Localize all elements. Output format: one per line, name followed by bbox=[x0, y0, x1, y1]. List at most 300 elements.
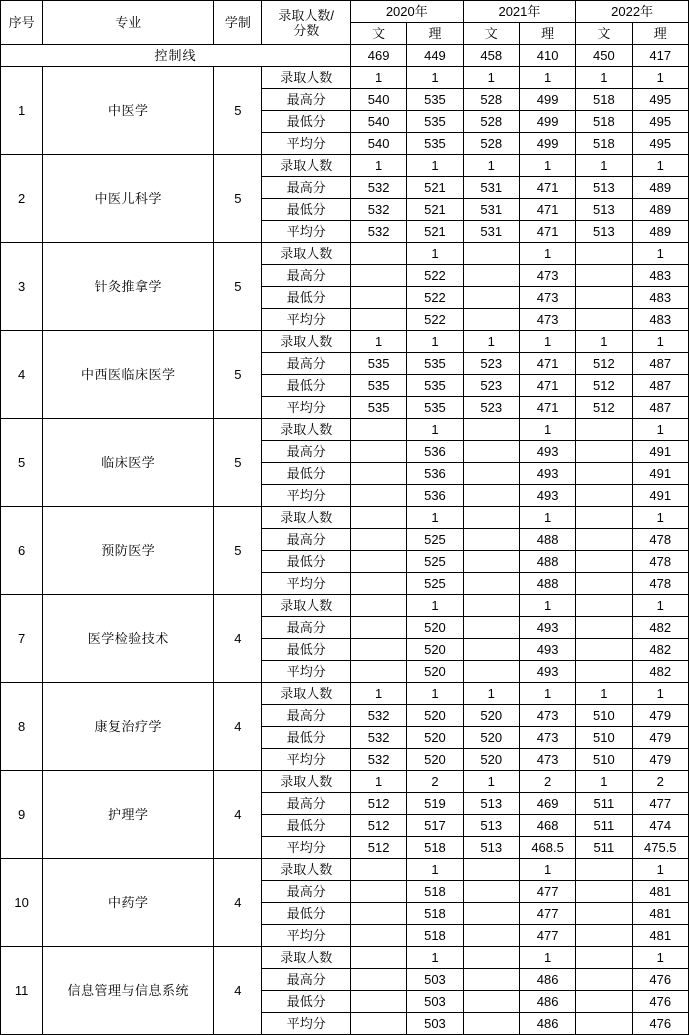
score-cell: 1 bbox=[350, 683, 406, 705]
control-line-label: 控制线 bbox=[1, 45, 351, 67]
score-cell: 520 bbox=[407, 727, 463, 749]
score-cell bbox=[463, 287, 519, 309]
score-cell: 518 bbox=[576, 133, 632, 155]
score-cell: 513 bbox=[576, 221, 632, 243]
row-seq: 8 bbox=[1, 683, 43, 771]
score-cell: 525 bbox=[407, 529, 463, 551]
table-body bbox=[1, 45, 689, 1035]
score-cell: 520 bbox=[407, 617, 463, 639]
score-cell: 489 bbox=[632, 221, 688, 243]
score-cell: 477 bbox=[519, 925, 575, 947]
score-cell: 471 bbox=[519, 221, 575, 243]
score-cell bbox=[350, 595, 406, 617]
score-cell: 473 bbox=[519, 309, 575, 331]
score-cell: 511 bbox=[576, 793, 632, 815]
score-cell: 520 bbox=[463, 749, 519, 771]
score-cell: 481 bbox=[632, 903, 688, 925]
row-item-label: 录取人数 bbox=[262, 243, 351, 265]
score-cell: 491 bbox=[632, 485, 688, 507]
control-line-value: 458 bbox=[463, 45, 519, 67]
score-cell bbox=[350, 551, 406, 573]
control-line-value: 469 bbox=[350, 45, 406, 67]
score-cell: 471 bbox=[519, 353, 575, 375]
row-item-label: 最低分 bbox=[262, 199, 351, 221]
score-cell: 1 bbox=[463, 683, 519, 705]
score-cell: 519 bbox=[407, 793, 463, 815]
header-year-2020: 2020年 bbox=[350, 1, 463, 23]
score-cell: 1 bbox=[632, 67, 688, 89]
table-header bbox=[1, 1, 689, 45]
score-cell bbox=[463, 529, 519, 551]
score-cell: 511 bbox=[576, 837, 632, 859]
score-cell bbox=[463, 485, 519, 507]
score-cell: 1 bbox=[519, 507, 575, 529]
score-cell: 512 bbox=[576, 375, 632, 397]
row-item-label: 录取人数 bbox=[262, 507, 351, 529]
score-cell: 493 bbox=[519, 441, 575, 463]
score-cell: 513 bbox=[576, 199, 632, 221]
row-item-label: 最高分 bbox=[262, 529, 351, 551]
score-cell: 512 bbox=[576, 397, 632, 419]
score-cell bbox=[463, 243, 519, 265]
score-cell bbox=[350, 639, 406, 661]
score-cell bbox=[350, 903, 406, 925]
row-length: 4 bbox=[214, 859, 262, 947]
score-cell: 1 bbox=[407, 67, 463, 89]
score-cell: 483 bbox=[632, 309, 688, 331]
score-cell bbox=[463, 595, 519, 617]
score-cell: 510 bbox=[576, 749, 632, 771]
score-cell: 532 bbox=[350, 727, 406, 749]
control-line-row bbox=[1, 45, 689, 67]
score-cell: 1 bbox=[576, 683, 632, 705]
score-cell bbox=[463, 265, 519, 287]
score-cell: 535 bbox=[407, 111, 463, 133]
score-cell: 468 bbox=[519, 815, 575, 837]
score-cell: 523 bbox=[463, 353, 519, 375]
score-cell: 483 bbox=[632, 287, 688, 309]
row-major: 预防医学 bbox=[43, 507, 214, 595]
row-item-label: 录取人数 bbox=[262, 331, 351, 353]
score-cell: 479 bbox=[632, 727, 688, 749]
score-cell: 495 bbox=[632, 111, 688, 133]
score-cell bbox=[576, 529, 632, 551]
row-item-label: 最高分 bbox=[262, 969, 351, 991]
row-major: 医学检验技术 bbox=[43, 595, 214, 683]
score-cell: 521 bbox=[407, 199, 463, 221]
header-subcol-3: 理 bbox=[519, 23, 575, 45]
score-cell: 476 bbox=[632, 969, 688, 991]
score-cell: 1 bbox=[519, 859, 575, 881]
score-cell: 489 bbox=[632, 177, 688, 199]
score-cell: 521 bbox=[407, 177, 463, 199]
row-length: 5 bbox=[214, 155, 262, 243]
score-cell: 1 bbox=[463, 331, 519, 353]
row-length: 5 bbox=[214, 331, 262, 419]
row-item-label: 最低分 bbox=[262, 727, 351, 749]
score-cell bbox=[350, 419, 406, 441]
row-item-label: 最高分 bbox=[262, 265, 351, 287]
row-item-label: 最高分 bbox=[262, 441, 351, 463]
score-cell: 535 bbox=[350, 375, 406, 397]
row-seq: 2 bbox=[1, 155, 43, 243]
score-cell: 512 bbox=[350, 837, 406, 859]
score-cell: 517 bbox=[407, 815, 463, 837]
score-cell bbox=[463, 463, 519, 485]
score-cell: 478 bbox=[632, 529, 688, 551]
row-item-label: 录取人数 bbox=[262, 155, 351, 177]
score-cell: 1 bbox=[350, 771, 406, 793]
score-cell: 1 bbox=[632, 595, 688, 617]
score-cell: 487 bbox=[632, 353, 688, 375]
table-row bbox=[1, 507, 689, 529]
score-cell: 488 bbox=[519, 529, 575, 551]
score-cell: 521 bbox=[407, 221, 463, 243]
score-cell: 475.5 bbox=[632, 837, 688, 859]
score-cell: 1 bbox=[407, 331, 463, 353]
control-line-value: 450 bbox=[576, 45, 632, 67]
score-cell: 477 bbox=[632, 793, 688, 815]
header-year-2022: 2022年 bbox=[576, 1, 689, 23]
score-cell: 512 bbox=[350, 815, 406, 837]
row-major: 康复治疗学 bbox=[43, 683, 214, 771]
row-item-label: 最高分 bbox=[262, 881, 351, 903]
score-cell: 513 bbox=[463, 793, 519, 815]
score-cell bbox=[463, 419, 519, 441]
score-cell bbox=[463, 1013, 519, 1035]
score-cell: 523 bbox=[463, 397, 519, 419]
score-cell bbox=[576, 881, 632, 903]
score-cell bbox=[350, 485, 406, 507]
score-cell: 536 bbox=[407, 463, 463, 485]
row-seq: 9 bbox=[1, 771, 43, 859]
score-cell: 523 bbox=[463, 375, 519, 397]
score-cell: 477 bbox=[519, 903, 575, 925]
score-cell bbox=[350, 573, 406, 595]
score-cell: 520 bbox=[407, 705, 463, 727]
row-item-label: 最高分 bbox=[262, 353, 351, 375]
score-cell bbox=[350, 661, 406, 683]
score-cell: 499 bbox=[519, 133, 575, 155]
score-cell: 513 bbox=[463, 837, 519, 859]
header-year-2021: 2021年 bbox=[463, 1, 576, 23]
header-item bbox=[262, 1, 351, 45]
score-cell: 520 bbox=[463, 705, 519, 727]
score-cell: 532 bbox=[350, 749, 406, 771]
row-item-label: 平均分 bbox=[262, 485, 351, 507]
score-cell bbox=[576, 617, 632, 639]
score-cell: 503 bbox=[407, 991, 463, 1013]
score-cell: 1 bbox=[407, 419, 463, 441]
score-cell: 1 bbox=[463, 67, 519, 89]
score-cell: 471 bbox=[519, 397, 575, 419]
score-cell bbox=[576, 595, 632, 617]
row-item-label: 最低分 bbox=[262, 375, 351, 397]
score-cell: 540 bbox=[350, 133, 406, 155]
row-seq: 3 bbox=[1, 243, 43, 331]
score-cell: 503 bbox=[407, 969, 463, 991]
row-item-label: 录取人数 bbox=[262, 683, 351, 705]
row-seq: 6 bbox=[1, 507, 43, 595]
row-seq: 4 bbox=[1, 331, 43, 419]
row-item-label: 平均分 bbox=[262, 221, 351, 243]
row-length: 4 bbox=[214, 947, 262, 1035]
score-cell: 536 bbox=[407, 485, 463, 507]
score-cell: 1 bbox=[519, 683, 575, 705]
table-row bbox=[1, 419, 689, 441]
score-cell: 473 bbox=[519, 705, 575, 727]
row-seq: 11 bbox=[1, 947, 43, 1035]
score-cell: 535 bbox=[350, 353, 406, 375]
score-cell: 535 bbox=[407, 353, 463, 375]
row-item-label: 录取人数 bbox=[262, 595, 351, 617]
score-cell: 518 bbox=[407, 903, 463, 925]
score-cell bbox=[463, 859, 519, 881]
score-cell: 1 bbox=[407, 859, 463, 881]
score-cell: 1 bbox=[519, 595, 575, 617]
score-cell: 487 bbox=[632, 375, 688, 397]
score-cell bbox=[576, 859, 632, 881]
row-item-label: 最低分 bbox=[262, 903, 351, 925]
row-length: 4 bbox=[214, 771, 262, 859]
score-cell: 522 bbox=[407, 287, 463, 309]
score-cell: 469 bbox=[519, 793, 575, 815]
score-cell: 493 bbox=[519, 617, 575, 639]
score-cell: 531 bbox=[463, 177, 519, 199]
header-length: 学制 bbox=[214, 1, 262, 45]
score-cell bbox=[576, 925, 632, 947]
score-cell: 479 bbox=[632, 749, 688, 771]
score-cell bbox=[463, 661, 519, 683]
score-cell: 540 bbox=[350, 111, 406, 133]
row-length: 4 bbox=[214, 595, 262, 683]
score-cell: 525 bbox=[407, 551, 463, 573]
score-cell: 1 bbox=[632, 243, 688, 265]
score-cell bbox=[350, 969, 406, 991]
table-row bbox=[1, 331, 689, 353]
score-cell: 511 bbox=[576, 815, 632, 837]
table-row bbox=[1, 683, 689, 705]
score-cell: 499 bbox=[519, 111, 575, 133]
control-line-value: 417 bbox=[632, 45, 688, 67]
score-cell: 1 bbox=[463, 155, 519, 177]
score-cell: 525 bbox=[407, 573, 463, 595]
score-cell: 528 bbox=[463, 133, 519, 155]
score-cell bbox=[350, 617, 406, 639]
score-cell: 468.5 bbox=[519, 837, 575, 859]
score-cell bbox=[463, 903, 519, 925]
score-cell bbox=[463, 881, 519, 903]
score-cell: 510 bbox=[576, 705, 632, 727]
score-cell: 1 bbox=[407, 947, 463, 969]
score-cell bbox=[576, 309, 632, 331]
score-cell: 512 bbox=[576, 353, 632, 375]
score-cell bbox=[576, 507, 632, 529]
score-cell bbox=[576, 947, 632, 969]
score-cell: 1 bbox=[632, 507, 688, 529]
row-item-label: 最低分 bbox=[262, 463, 351, 485]
score-cell bbox=[463, 617, 519, 639]
row-seq: 5 bbox=[1, 419, 43, 507]
score-cell: 510 bbox=[576, 727, 632, 749]
table-row bbox=[1, 155, 689, 177]
score-cell bbox=[350, 463, 406, 485]
score-cell: 495 bbox=[632, 89, 688, 111]
table-row bbox=[1, 947, 689, 969]
score-cell: 512 bbox=[350, 793, 406, 815]
row-seq: 10 bbox=[1, 859, 43, 947]
score-cell: 1 bbox=[632, 331, 688, 353]
row-item-label: 平均分 bbox=[262, 925, 351, 947]
score-cell: 471 bbox=[519, 199, 575, 221]
score-cell bbox=[350, 925, 406, 947]
row-item-label: 最高分 bbox=[262, 793, 351, 815]
table-row bbox=[1, 859, 689, 881]
score-cell bbox=[463, 573, 519, 595]
score-cell: 535 bbox=[407, 375, 463, 397]
score-cell bbox=[576, 969, 632, 991]
row-major: 临床医学 bbox=[43, 419, 214, 507]
header-subcol-0: 文 bbox=[350, 23, 406, 45]
header-item-line1: 录取人数/ bbox=[278, 7, 335, 23]
score-cell: 1 bbox=[407, 243, 463, 265]
score-cell: 493 bbox=[519, 463, 575, 485]
score-cell: 532 bbox=[350, 705, 406, 727]
score-cell: 482 bbox=[632, 639, 688, 661]
row-item-label: 平均分 bbox=[262, 133, 351, 155]
score-cell: 493 bbox=[519, 485, 575, 507]
row-item-label: 平均分 bbox=[262, 573, 351, 595]
score-cell bbox=[576, 991, 632, 1013]
score-cell: 520 bbox=[407, 639, 463, 661]
score-cell: 488 bbox=[519, 551, 575, 573]
score-cell: 474 bbox=[632, 815, 688, 837]
score-cell: 1 bbox=[407, 683, 463, 705]
score-cell bbox=[463, 309, 519, 331]
score-cell: 487 bbox=[632, 397, 688, 419]
score-cell: 1 bbox=[463, 771, 519, 793]
score-cell: 499 bbox=[519, 89, 575, 111]
row-major: 中药学 bbox=[43, 859, 214, 947]
row-item-label: 平均分 bbox=[262, 1013, 351, 1035]
score-cell: 503 bbox=[407, 1013, 463, 1035]
row-item-label: 最低分 bbox=[262, 111, 351, 133]
score-cell: 1 bbox=[632, 155, 688, 177]
score-cell: 518 bbox=[407, 881, 463, 903]
score-cell bbox=[463, 969, 519, 991]
row-major: 信息管理与信息系统 bbox=[43, 947, 214, 1035]
score-cell: 522 bbox=[407, 265, 463, 287]
header-subcol-1: 理 bbox=[407, 23, 463, 45]
score-cell: 535 bbox=[407, 397, 463, 419]
score-cell: 1 bbox=[519, 947, 575, 969]
score-cell: 522 bbox=[407, 309, 463, 331]
row-item-label: 最低分 bbox=[262, 991, 351, 1013]
score-cell bbox=[463, 551, 519, 573]
row-item-label: 录取人数 bbox=[262, 771, 351, 793]
row-item-label: 最低分 bbox=[262, 815, 351, 837]
score-cell: 473 bbox=[519, 727, 575, 749]
score-cell: 486 bbox=[519, 1013, 575, 1035]
score-cell: 491 bbox=[632, 441, 688, 463]
score-cell: 531 bbox=[463, 221, 519, 243]
score-cell bbox=[576, 265, 632, 287]
header-subcol-4: 文 bbox=[576, 23, 632, 45]
row-item-label: 平均分 bbox=[262, 309, 351, 331]
score-cell: 513 bbox=[576, 177, 632, 199]
score-cell bbox=[576, 419, 632, 441]
row-seq: 1 bbox=[1, 67, 43, 155]
score-cell bbox=[350, 441, 406, 463]
score-cell bbox=[576, 287, 632, 309]
score-cell bbox=[350, 529, 406, 551]
score-cell bbox=[576, 573, 632, 595]
score-cell: 532 bbox=[350, 221, 406, 243]
score-cell: 1 bbox=[576, 67, 632, 89]
row-seq: 7 bbox=[1, 595, 43, 683]
row-item-label: 录取人数 bbox=[262, 67, 351, 89]
score-cell: 518 bbox=[407, 837, 463, 859]
row-length: 5 bbox=[214, 67, 262, 155]
row-item-label: 平均分 bbox=[262, 397, 351, 419]
score-cell: 1 bbox=[576, 155, 632, 177]
score-cell: 486 bbox=[519, 991, 575, 1013]
score-cell: 493 bbox=[519, 661, 575, 683]
score-cell: 481 bbox=[632, 925, 688, 947]
row-item-label: 录取人数 bbox=[262, 419, 351, 441]
row-item-label: 录取人数 bbox=[262, 859, 351, 881]
score-cell: 520 bbox=[407, 661, 463, 683]
score-cell bbox=[463, 441, 519, 463]
row-major: 中医学 bbox=[43, 67, 214, 155]
score-cell: 531 bbox=[463, 199, 519, 221]
score-cell: 513 bbox=[463, 815, 519, 837]
score-cell bbox=[463, 947, 519, 969]
score-cell: 477 bbox=[519, 881, 575, 903]
row-item-label: 最低分 bbox=[262, 551, 351, 573]
score-cell: 489 bbox=[632, 199, 688, 221]
score-cell: 495 bbox=[632, 133, 688, 155]
score-cell: 532 bbox=[350, 199, 406, 221]
score-cell bbox=[576, 243, 632, 265]
score-cell: 535 bbox=[407, 89, 463, 111]
score-cell: 528 bbox=[463, 89, 519, 111]
table-row bbox=[1, 243, 689, 265]
row-item-label: 最低分 bbox=[262, 287, 351, 309]
score-cell bbox=[463, 507, 519, 529]
row-item-label: 平均分 bbox=[262, 661, 351, 683]
row-item-label: 最高分 bbox=[262, 705, 351, 727]
score-cell bbox=[350, 991, 406, 1013]
row-item-label: 最高分 bbox=[262, 177, 351, 199]
score-cell: 1 bbox=[407, 155, 463, 177]
score-cell: 1 bbox=[519, 331, 575, 353]
score-cell: 488 bbox=[519, 573, 575, 595]
score-cell: 1 bbox=[519, 155, 575, 177]
table-row bbox=[1, 67, 689, 89]
row-item-label: 最低分 bbox=[262, 639, 351, 661]
row-length: 5 bbox=[214, 507, 262, 595]
score-cell: 2 bbox=[407, 771, 463, 793]
score-cell: 479 bbox=[632, 705, 688, 727]
header-major: 专业 bbox=[43, 1, 214, 45]
score-cell bbox=[350, 265, 406, 287]
score-cell: 1 bbox=[519, 419, 575, 441]
score-cell bbox=[350, 309, 406, 331]
score-cell: 1 bbox=[576, 331, 632, 353]
score-cell: 536 bbox=[407, 441, 463, 463]
score-cell: 482 bbox=[632, 617, 688, 639]
